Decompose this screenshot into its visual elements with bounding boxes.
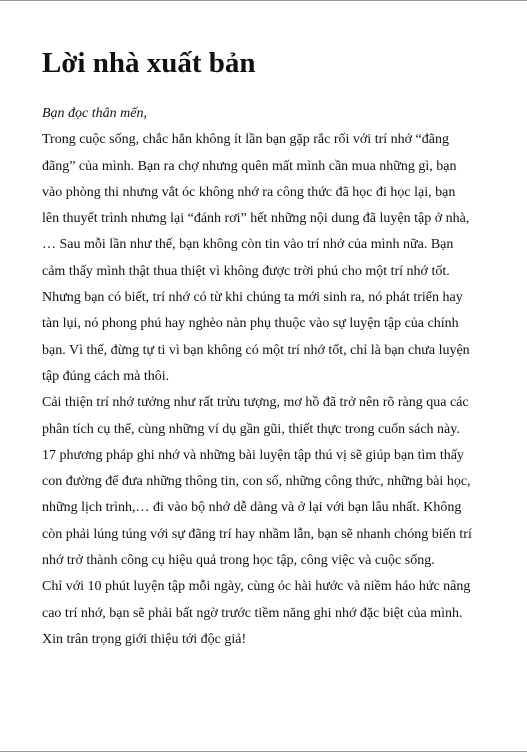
- body-line: cao trí nhớ, bạn sẽ phải bất ngờ trước tiềm năng ghi nhớ đặc biệt của mình.: [42, 605, 463, 621]
- body-line: … Sau mỗi lần như thế, bạn không còn tin vào trí nhớ của mình nữa. Bạn: [42, 237, 454, 253]
- body-line: Cải thiện trí nhớ tưởng như rất trừu tượng, mơ hồ đã trở nên rõ ràng qua các: [42, 395, 469, 411]
- body-line: Xin trân trọng giới thiệu tới độc giả!: [42, 631, 247, 647]
- body-line: 17 phương pháp ghi nhớ và những bài luyện tập thú vị sẽ giúp bạn tìm thấy: [42, 447, 464, 463]
- body-line: nhớ trở thành công cụ hiệu quả trong học tập, công việc và cuộc sống.: [42, 553, 435, 569]
- body-line: những lịch trình,… đi vào bộ nhớ dễ dàng và ở lại với bạn lâu nhất. Không: [42, 500, 462, 516]
- body-line: vào phòng thi nhưng vắt óc không nhớ ra công thức đã học đi học lại, bạn: [42, 184, 456, 200]
- body-line: phân tích cụ thể, cùng những ví dụ gần gũi, thiết thực trong cuốn sách này.: [42, 421, 460, 437]
- body-line: tập đúng cách mà thôi.: [42, 368, 170, 384]
- body-line: con đường để đưa những thông tin, con số, những công thức, những bài học,: [42, 474, 471, 490]
- greeting-line: Bạn đọc thân mến,: [42, 106, 147, 121]
- body-line: Chỉ với 10 phút luyện tập mỗi ngày, cùng óc hài hước và niềm háo hức nâng: [42, 579, 471, 595]
- body-line: Nhưng bạn có biết, trí nhớ có từ khi chúng ta mới sinh ra, nó phát triển hay: [42, 290, 463, 306]
- body-line: lên thuyết trình nhưng lại “đánh rơi” hết những nội dung đã luyện tập ở nhà,: [42, 211, 470, 227]
- body-line: còn phải lúng túng với sự đãng trí hay nhầm lẫn, bạn sẽ nhanh chóng biến trí: [42, 526, 472, 542]
- body-line: đãng” của mình. Bạn ra chợ nhưng quên mất mình cần mua những gì, bạn: [42, 158, 457, 174]
- body-text: [42, 101, 488, 653]
- body-line: bạn. Vì thế, đừng tự ti vì bạn không có một trí nhớ tốt, chỉ là bạn chưa luyện: [42, 342, 470, 358]
- body-line: tàn lụi, nó phong phú hay nghèo nàn phụ thuộc vào sự luyện tập của chính: [42, 316, 459, 332]
- page-title: Lời nhà xuất bản: [42, 47, 256, 79]
- body-line: Trong cuộc sống, chắc hẳn không ít lần bạn gặp rắc rối với trí nhớ “đãng: [42, 132, 449, 148]
- body-line: cảm thấy mình thật thua thiệt vì không được trời phú cho một trí nhớ tốt.: [42, 263, 450, 279]
